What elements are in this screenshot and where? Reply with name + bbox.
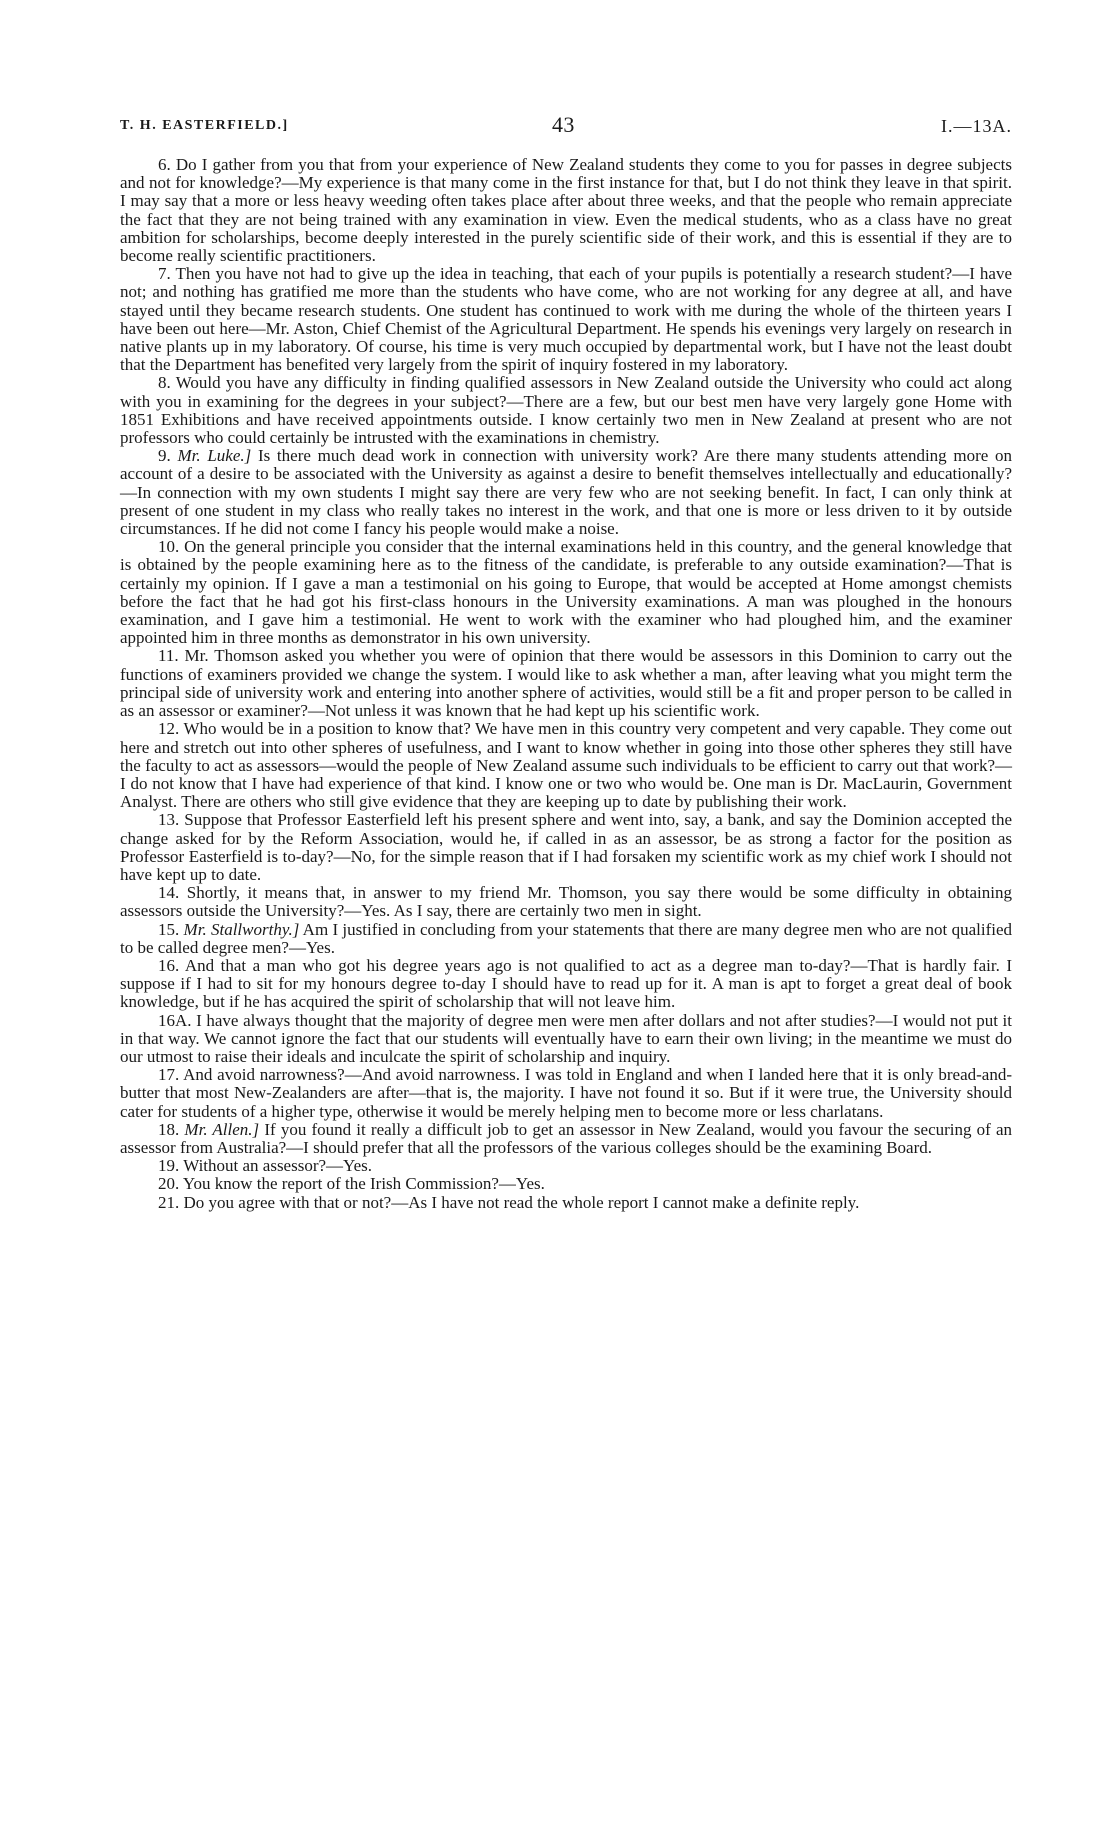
page-number: 43 (552, 112, 575, 137)
question-14: 14. Shortly, it means that, in answer to my friend Mr. Thomson, you say there would be some difficulty in obtaining assessors outside the University?—Yes. As I say, there are certainly two men in sight. (120, 883, 1012, 921)
question-12: 12. Who would be in a position to know that? We have men in this country very competent and very capable. They come out here and stretch out into other spheres of usefulness, and I want to know whether in going into those other spheres they still have the faculty to act as assessors—would the people of New Zealand assume such individuals to be efficient to carry out that work?—I do not know that I have had experience of that kind. I know one or two who would be. One man is Dr. MacLaurin, Government Analyst. There are others who still give evidence that they are keeping up to date by publishing their work. (120, 719, 1012, 812)
header-witness-name: T. H. EASTERFIELD.] (120, 118, 289, 133)
question-18: 18. Mr. Allen.] If you found it really a difficult job to get an assessor in New Zealand, would you favour the securing of an assessor from Australia?—I should prefer that all the professors of the various colleges should be the examining Board. (120, 1119, 1013, 1157)
question-11: 11. Mr. Thomson asked you whether you were of opinion that there would be assessors in this Dominion to carry out the functions of examiners provided we change the system. I would like to ask whether a man, after leaving what you might term the principal side of university work and entering into another sphere of activities, would still be a fit and proper person to be called in as an assessor or examiner?—Not unless it was known that he had kept up his scientific work. (120, 646, 1013, 721)
question-20: 20. You know the report of the Irish Commission?—Yes. (158, 1174, 545, 1194)
question-19: 19. Without an assessor?—Yes. (158, 1156, 373, 1176)
question-10: 10. On the general principle you consider that the internal examinations held in this country, and the general knowledge that is obtained by the people examining here as to the fitness of the candidate, is preferable to any outside examination?—That is certainly my opinion. If I gave a man a testimonial on his going to Europe, that would be accepted at Home amongst chemists before the fact that he had got his first-class honours in the University examinations. A man was ploughed in the honours examination, and I gave him a testimonial. He went to work with the examiner who had ploughed him, and the examiner appointed him in three months as demonstrator in his own university. (120, 537, 1013, 648)
question-7: 7. Then you have not had to give up the idea in teaching, that each of your pupils is potentially a research student?—I have not; and nothing has gratified me more than the students who have come, who are not working for any degree at all, and have stayed until they became research students. One student has continued to work with me during the whole of the thirteen years I have been out here—Mr. Aston, Chief Chemist of the Agricultural Department. He spends his evenings very largely on research in native plants up in my laboratory. Of course, his time is very much occupied by departmental work, but I have not the least doubt that the Department has benefited very largely from the spirit of inquiry fostered in my laboratory. (120, 264, 1013, 375)
question-21: 21. Do you agree with that or not?—As I have not read the whole report I cannot make a definite reply. (158, 1192, 860, 1212)
question-16a: 16A. I have always thought that the majority of degree men were men after dollars and not after studies?—I would not put it in that way. We cannot ignore the fact that our students will eventually have to earn their own living; in the meantime we must do our utmost to raise their ideals and inculcate the spirit of scholarship and inquiry. (120, 1010, 1012, 1066)
document-page (120, 112, 1012, 1212)
question-9: 9. Mr. Luke.] Is there much dead work in connection with university work? Are there many students attending more on account of a desire to be associated with the University as against a desire to benefit themselves intellectually and educationally?—In connection with my own students I might say there are very few who are not seeking benefit. In fact, I can only think at present of one student in my class who really takes no interest in the work, and that one is more or less driven to it by outside circumstances. If he did not come I fancy his people would make a noise. (120, 446, 1013, 539)
speaker-label: Mr. Luke.] (177, 446, 252, 466)
evidence-body (120, 156, 1012, 1212)
question-13: 13. Suppose that Professor Easterfield left his present sphere and went into, say, a bank, and say the Dominion accepted the change asked for by the Reform Association, would he, if called in as an assessor, be as strong a factor for the position as Professor Easterfield is to-day?—No, for the simple reason that if I had forsaken my scientific work as my chief work I should not have kept up to date. (120, 810, 1013, 884)
question-16: 16. And that a man who got his degree years ago is not qualified to act as a degree man to-day?—That is hardly fair. I suppose if I had to sit for my honours degree to-day I should have to read up for it. A man is apt to forget a great deal of book knowledge, but if he has acquired the spirit of scholarship that will not leave him. (120, 955, 1012, 1012)
question-15: 15. Mr. Stallworthy.] Am I justified in concluding from your statements that there are many degree men who are not qualified to be called degree men?—Yes. (120, 919, 1012, 957)
question-17: 17. And avoid narrowness?—And avoid narrowness. I was told in England and when I landed here that it is only bread-and-butter that most New-Zealanders are after—that is, the majority. I have not found it so. But if it were true, the University should cater for students of a higher type, otherwise it would be merely helping men to become more or less charlatans. (120, 1065, 1012, 1121)
question-6: 6. Do I gather from you that from your experience of New Zealand students they come to you for passes in degree subjects and not for knowledge?—My experience is that many come in the first instance for that, but I do not think they leave in that spirit. I may say that a more or less heavy weeding often takes place after about three weeks, and that the people who remain appreciate the fact that they are not being trained with any examination in view. Even the medical students, who as a class have no great ambition for scholarships, become deeply interested in the purely scientific side of their work, and this is essential if they are to become really scientific practitioners. (120, 155, 1012, 266)
speaker-label: Mr. Stallworthy.] (183, 919, 300, 939)
document-reference: I.—13A. (941, 116, 1012, 136)
speaker-label: Mr. Allen.] (184, 1119, 260, 1139)
page-header (120, 112, 1012, 146)
question-8: 8. Would you have any difficulty in finding qualified assessors in New Zealand outside the University who could act along with you in examining for the degrees in your subject?—There are a few, but our best men have very largely gone Home with 1851 Exhibitions and have received appointments outside. I know certainly two men in New Zealand at present who are not professors who could certainly be intrusted with the examinations in chemistry. (120, 373, 1012, 448)
